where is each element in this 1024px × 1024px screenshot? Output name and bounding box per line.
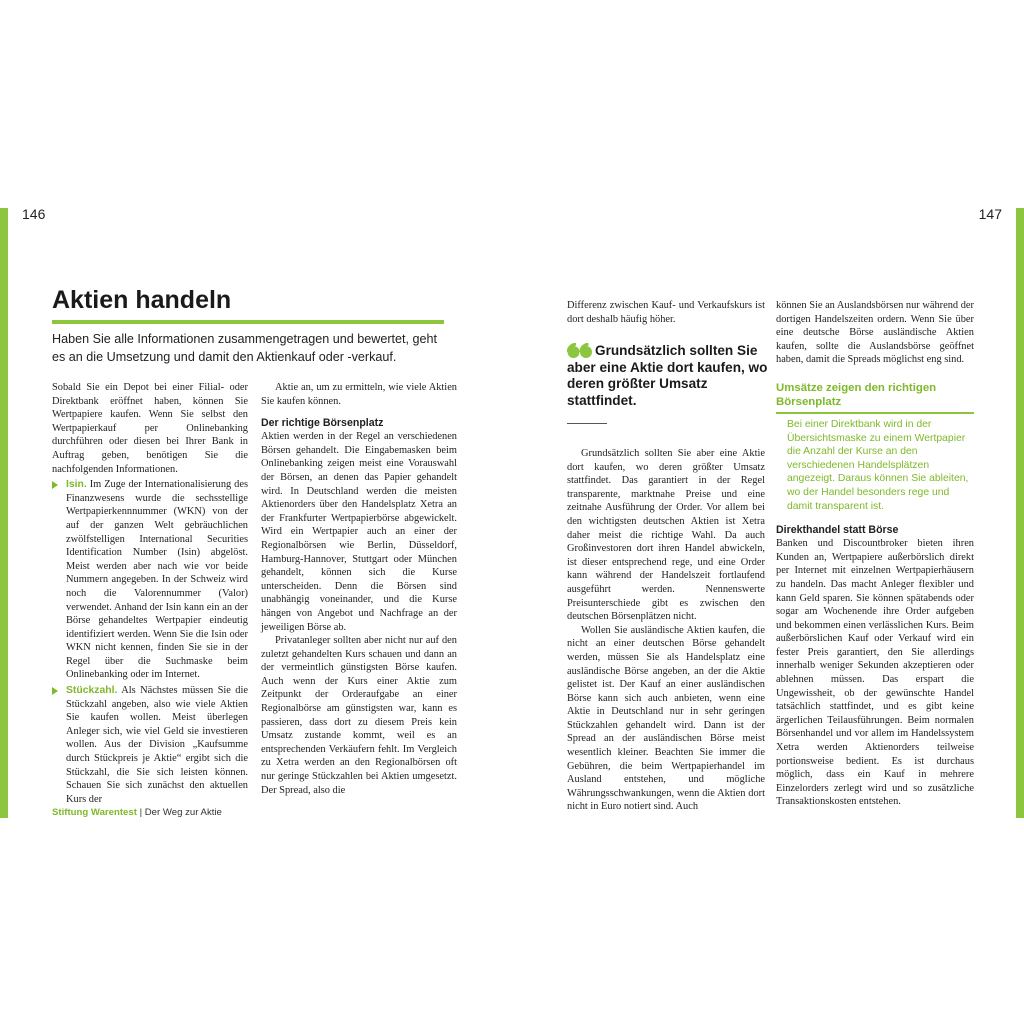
footer-title: Der Weg zur Aktie (144, 807, 222, 818)
triangle-bullet-icon (52, 687, 58, 695)
col2-paragraph: Aktie an, um zu ermitteln, wie viele Aktien Sie kaufen können. (261, 382, 457, 407)
footer-separator: | (136, 807, 145, 818)
quote-rule (567, 423, 607, 424)
infobox-text: Bei einer Direktbank wird in der Übersichtsmaske zu einem Wertpapier die Anzahl der Kurse an den verschiedenen Handelsplätzen angezeigt. Daraus können Sie ableiten, wo der Handel besonders rege und damit transparent ist. (787, 418, 969, 512)
column-2 (261, 381, 457, 797)
bullet-stueckzahl (52, 684, 248, 806)
col2-paragraph: Aktien werden in der Regel an verschiedenen Börsen gehandelt. Die Eingabemasken beim Onlinebanking zeigen meist eine Vorauswahl der Börsen, an denen das Papier gehandelt wird. In Deutschland werden die meisten Aktienorders über den Handelsplatz Xetra an der Frankfurter Wertpapierbörse abgewickelt. Wird ein Wertpapier auch an einer der Regionalbörsen wie Berlin, Düsseldorf, Hamburg-Hannover, Stuttgart oder München gehandelt, können sich die Kurse unterscheiden. Denn die Börsen sind unabhängig voneinander, und die Kurse hängen von Angebot und Nachfrage an der jeweiligen Börse ab. (261, 431, 457, 633)
title-rule (52, 320, 444, 324)
bullet-isin (52, 478, 248, 682)
bullet-text: Im Zuge der Internationalisierung des Finanzwesens wurde die sechsstellige Wertpapierkennnummer (WKN) von der auf der ganzen Welt gebräuchlichen zwölfstelligen International Securities Identification Number (Isin) abgelöst. Meist werden aber nach wie vor beide Nummern angegeben. In der Schweiz wird noch die Valorennummer (Valor) verwendet. Anhand der Isin kann ein an der Börse gehandeltes Wertpapier eindeutig identifiziert werden. Wenn Sie die Isin oder WKN nicht kennen, finden Sie sie in der Regel über die Suchmaske beim Onlinebanking oder im Internet. (66, 479, 248, 681)
bullet-term: Stückzahl. (66, 685, 118, 697)
section-heading: Direkthandel statt Börse (776, 524, 899, 537)
pull-quote-text: Grundsätzlich sollten Sie aber eine Aktie dort kaufen, wo deren größter Umsatz stattfindet. (567, 343, 768, 408)
page-number-right: 147 (978, 206, 1002, 222)
col3-paragraph: Wollen Sie ausländische Aktien kaufen, die nicht an einer deutschen Börse gehandelt werden, müssen Sie als Handelsplatz eine ausländische Börse angeben, an der die Aktie gelistet ist. Der Kauf an einer ausländischen Börse kann sich auch anbieten, wenn eine Aktie in Deutschland nur in sehr geringen Stückzahlen gehandelt wird. Dann ist der Spread an der ausländischen Börse meist wesentlich kleiner. Beachten Sie immer die Gebühren, die beim Wertpapierhandel im Ausland entstehen, und mögliche Währungsschwankungen, wenn die Aktien dort nicht in Euro notiert sind. Auch (567, 624, 765, 813)
right-edge-bar (1016, 208, 1024, 818)
page-number-left: 146 (22, 206, 46, 222)
infobox-rule (776, 412, 974, 414)
bullet-text: Als Nächstes müssen Sie die Stückzahl angeben, also wie viele Aktien Sie kaufen wollen. Meist überlegen Anleger sich, wie viel Geld sie investieren wollen. Aus der Division „Kaufsumme durch Stückpreis je Aktie“ ergibt sich die Stückzahl, die Sie sich leisten können. Schauen Sie sich zunächst den aktuellen Kurs der (66, 685, 248, 805)
triangle-bullet-icon (52, 481, 58, 489)
col1-paragraph: Sobald Sie ein Depot bei einer Filial- oder Direktbank eröffnet haben, können Sie Wertpapiere kaufen. Wenn Sie selbst den Wertpapierkauf per Onlinebanking durchführen oder diesen bei Ihrer Bank in Auftrag geben, benötigen Sie die nachfolgenden Informationen. (52, 382, 248, 475)
column-3-bottom (567, 447, 765, 814)
page-title: Aktien handeln (52, 286, 232, 314)
intro-text: Haben Sie alle Informationen zusammengetragen und bewertet, geht es an die Umsetzung und damit den Aktienkauf oder -verkauf. (52, 332, 438, 364)
infobox-title: Umsätze zeigen den richtigen Börsenplatz (776, 381, 937, 408)
footer (52, 807, 222, 818)
quote-mark-icon (567, 343, 593, 359)
bullet-term: Isin. (66, 479, 87, 491)
col4-paragraph: Banken und Discountbroker bieten ihren Kunden an, Wertpapiere außerbörslich direkt per Internet mit einzelnen Wertpapierhäusern zu handeln. Das macht Anleger flexibler und kann Geld sparen. Sie können spätabends oder sogar am Wochenende ihre Order aufgeben und bekommen einen verlässlichen Kurs. Beim außerbörslichen Kauf oder Verkauf wird ein fester Preis garantiert, den Sie allerdings innerhalb weniger Sekunden akzeptieren oder ablehnen müssen. Das erspart die Ungewissheit, ob der gewünschte Handel tatsächlich stattfindet, und es gibt keine ärgerlichen Teilausführungen. Beim normalen Börsenhandel und vor allem im Handelssystem Xetra werden Aktienorders teilweise portionsweise bedient. Es ist durchaus möglich, dass ein Kauf in mehrere Einzelorders zerlegt wird und so zusätzliche Transaktionskosten entstehen. (776, 538, 974, 808)
col3-paragraph: Differenz zwischen Kauf- und Verkaufskurs ist dort deshalb häufig höher. (567, 300, 765, 325)
pull-quote (567, 343, 772, 409)
column-4 (776, 299, 974, 809)
column-1 (52, 381, 248, 806)
col3-paragraph: Grundsätzlich sollten Sie aber eine Aktie dort kaufen, wo deren größter Umsatz stattfindet. Das garantiert in der Regel transparente, marktnahe Preise und eine zeitnahe Ausführung der Order. Vor allem bei den wichtigsten deutschen Aktien ist Xetra daher meist die richtige Wahl. Da auch Großinvestoren dort ihren Handel abwickeln, ist dieser entsprechend rege, und eine Order kann während der Handelszeit fortlaufend ausgeführt werden. Nennenswerte Preisunterschiede gibt es zwischen den deutschen Börsenplätzen nicht. (567, 448, 765, 623)
col2-paragraph: Privatanleger sollten aber nicht nur auf den zuletzt gehandelten Kurs schauen und dann an der vermeintlich günstigsten Börse kaufen. Auch wenn der Kurs einer Aktie zum Zeitpunkt der Orderaufgabe an einer Regionalbörse am günstigsten war, kann es passieren, dass dort zu diesem Preis kein Umsatz zustande kommt, weil es an entsprechenden Verkäufern fehlt. Im Vergleich zu Xetra werden an den Regionalbörsen oft nur geringe Stückzahlen bei Aktien umgesetzt. Der Spread, also die (261, 635, 457, 796)
left-edge-bar (0, 208, 8, 818)
col4-paragraph: können Sie an Auslandsbörsen nur während der dortigen Handelszeiten ordern. Wenn Sie über eine deutsche Börse ausländische Aktien kaufen, sollte die Auslandsbörse geöffnet haben, damit die Spreads möglichst eng sind. (776, 300, 974, 366)
footer-brand: Stiftung Warentest (52, 807, 137, 818)
section-heading: Der richtige Börsenplatz (261, 417, 384, 430)
column-3-top (567, 299, 765, 326)
